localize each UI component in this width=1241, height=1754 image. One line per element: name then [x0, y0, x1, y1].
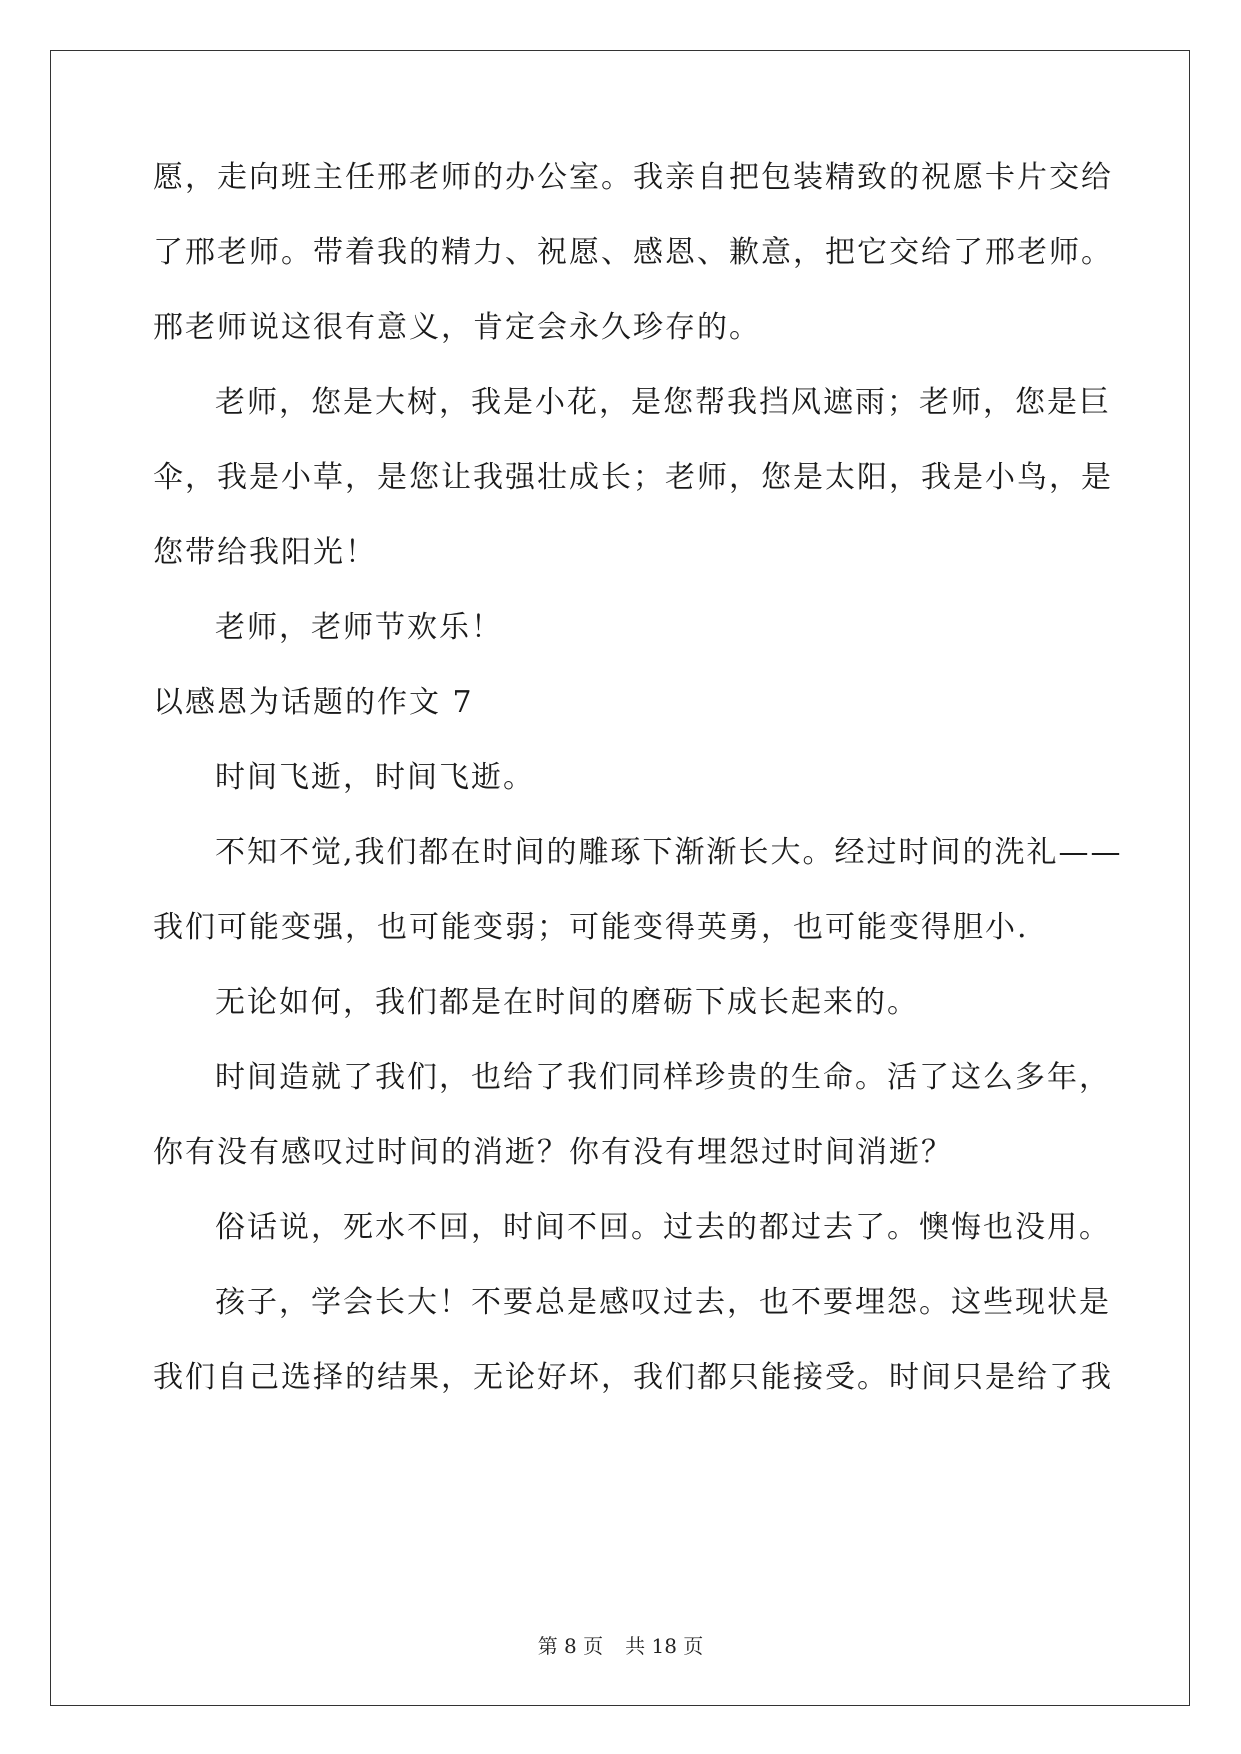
- text-line: 您带给我阳光！: [153, 535, 377, 570]
- page-number-current: 第 8 页: [537, 1634, 604, 1658]
- text-line: 我们自己选择的结果，无论好坏，我们都只能接受。时间只是给了我: [153, 1360, 1113, 1395]
- text-line: 愿，走向班主任邢老师的办公室。我亲自把包装精致的祝愿卡片交给: [153, 160, 1113, 195]
- text-line: 时间飞逝，时间飞逝。: [215, 760, 535, 795]
- text-line: 无论如何，我们都是在时间的磨砺下成长起来的。: [215, 985, 919, 1020]
- text-line: 孩子，学会长大！不要总是感叹过去，也不要埋怨。这些现状是: [215, 1285, 1111, 1320]
- text-line: 邢老师说这很有意义，肯定会永久珍存的。: [153, 310, 761, 345]
- text-line: 了邢老师。带着我的精力、祝愿、感恩、歉意，把它交给了邢老师。: [153, 235, 1113, 270]
- page-footer: [0, 1634, 1241, 1658]
- page-number-total: 共 18 页: [625, 1634, 704, 1658]
- text-line: 你有没有感叹过时间的消逝？你有没有埋怨过时间消逝？: [153, 1135, 953, 1170]
- text-line: 俗话说，死水不回，时间不回。过去的都过去了。懊悔也没用。: [215, 1210, 1111, 1245]
- text-line: 老师，您是大树，我是小花，是您帮我挡风遮雨；老师，您是巨: [215, 385, 1111, 420]
- page-border: [50, 50, 1190, 1706]
- text-line: 伞，我是小草，是您让我强壮成长；老师，您是太阳，我是小鸟，是: [153, 460, 1113, 495]
- text-line: 不知不觉,我们都在时间的雕琢下渐渐长大。经过时间的洗礼——: [215, 835, 1123, 870]
- text-line: 老师，老师节欢乐！: [215, 610, 503, 645]
- text-line: 我们可能变强，也可能变弱；可能变得英勇，也可能变得胆小.: [153, 910, 1029, 945]
- section-heading: 以感恩为话题的作文 7: [153, 685, 474, 720]
- text-line: 时间造就了我们，也给了我们同样珍贵的生命。活了这么多年，: [215, 1060, 1111, 1095]
